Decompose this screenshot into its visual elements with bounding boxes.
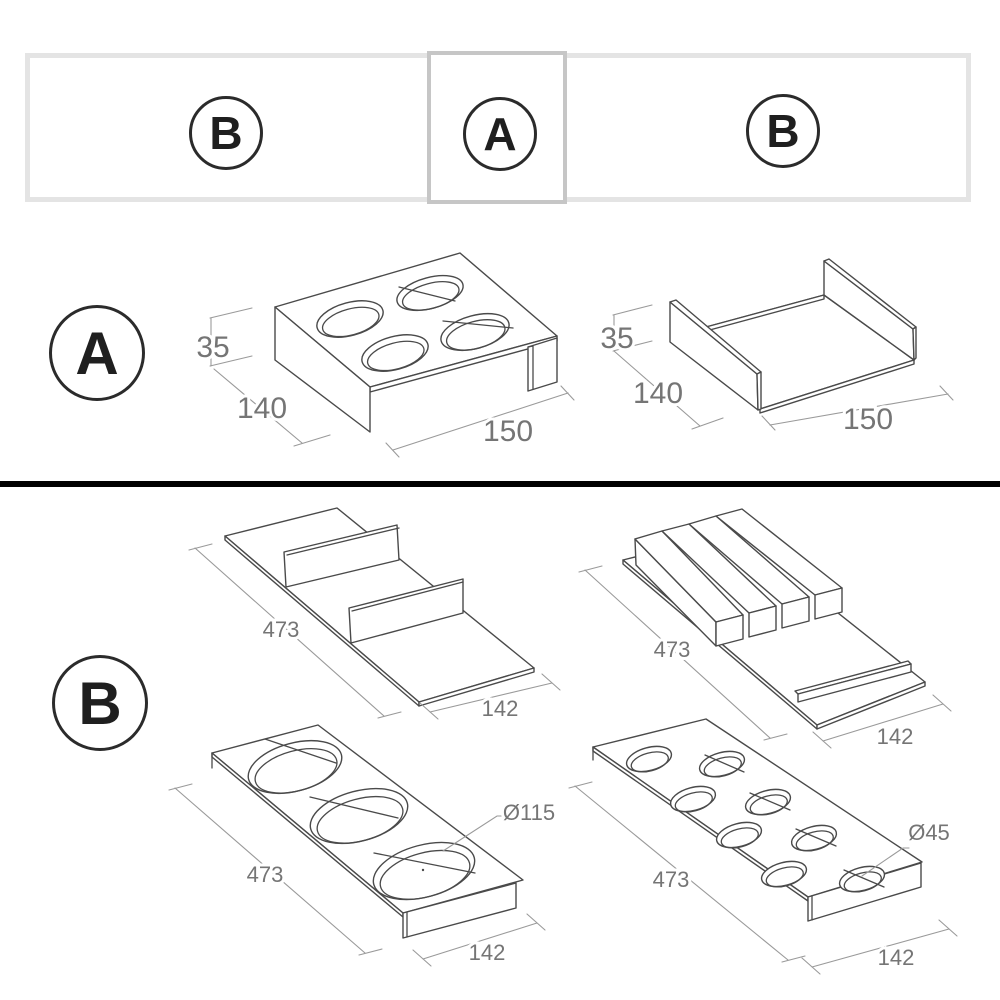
a1-depth-value: 140 [236,392,288,425]
board-b2-four-bar-drawing [579,509,951,749]
compartment-label-b-left [189,96,263,170]
section-b-badge [52,655,148,751]
b3-length-value: 473 [246,862,284,887]
section-letter: B [78,669,122,737]
a2-front-wall-end-cap [757,372,761,410]
b3-width-value: 142 [468,940,506,965]
a2-width-value: 150 [842,403,894,436]
a1-width-value: 150 [482,415,534,448]
b3-diameter-value: Ø115 [502,800,556,825]
a2-depth-value: 140 [632,377,684,410]
a2-height-value: 35 [600,322,634,355]
tray-a2-channel-drawing [600,259,953,436]
a1-width-dim-line [386,386,574,457]
b2-length-value: 473 [653,637,691,662]
board-b1-two-divider-drawing [189,508,560,721]
b4-length-value: 473 [652,867,690,892]
board-b4-eight-hole-drawing [569,719,957,974]
tray-a1-four-hole-drawing [196,253,574,457]
b4-width-value: 142 [877,945,915,970]
a1-height-value: 35 [196,331,230,364]
b4-diameter-value: Ø45 [908,820,950,845]
compartment-label-a [463,97,537,171]
b1-length-value: 473 [262,617,300,642]
compartment-letter: B [209,107,243,159]
compartment-letter: A [483,108,517,160]
a2-back-wall-end-cap [913,327,916,360]
section-letter: A [75,319,119,387]
board-b3-three-hole-drawing [169,725,555,966]
compartment-label-b-right [746,94,820,168]
b2-width-value: 142 [876,724,914,749]
b3-hole-3-center-mark [422,869,424,871]
b1-width-value: 142 [481,696,519,721]
compartment-letter: B [766,105,800,157]
section-a-badge [49,305,145,401]
